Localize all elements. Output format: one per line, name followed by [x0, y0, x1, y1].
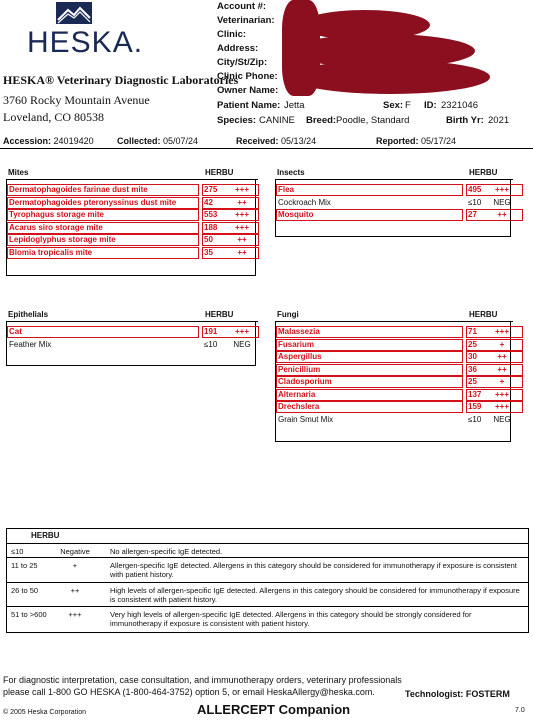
collected-value: 05/07/24	[163, 136, 199, 146]
legend-grade: ++	[70, 586, 80, 595]
highlight-box	[202, 326, 259, 338]
allergen-value: 71	[468, 327, 477, 336]
allergen-value: 495	[468, 185, 482, 194]
highlight-box	[466, 389, 523, 401]
legend-range: 26 to 50	[11, 586, 39, 595]
highlight-box	[466, 351, 523, 363]
collected-label: Collected:	[117, 136, 161, 146]
allergen-value: 35	[204, 247, 213, 257]
highlight-box	[276, 376, 463, 388]
allergen-class: +	[499, 377, 505, 386]
divider	[7, 557, 528, 558]
allergen-row	[7, 247, 255, 260]
allergen-name: Tyrophagus storage mite	[9, 210, 104, 219]
allergen-name: Blomia tropicalis mite	[9, 247, 93, 257]
divider	[275, 321, 513, 322]
highlight-box	[466, 376, 523, 388]
highlight-box	[7, 247, 199, 259]
allergen-row	[276, 364, 510, 377]
highlight-box	[7, 197, 199, 209]
allergen-name: Malassezia	[278, 327, 320, 336]
allergen-value: 50	[204, 235, 213, 244]
panel-title: Insects	[277, 168, 305, 177]
allergen-value: 25	[468, 377, 477, 386]
clinic-label: Clinic:	[217, 29, 247, 40]
birth-year-label: Birth Yr:	[446, 115, 484, 126]
heska-logo-text: HESKA.	[27, 26, 144, 59]
legend-title: HERBU	[31, 531, 60, 540]
allergen-row	[276, 401, 510, 414]
legend-grade: +++	[68, 610, 82, 619]
allergen-class: +++	[234, 210, 249, 219]
legend-text: Allergen-specific IgE detected. Allergens in this category should be considered for immunotherapy if exposure is consistent with patient history.	[110, 561, 517, 579]
allergen-value: 159	[468, 402, 482, 411]
highlight-box	[276, 401, 463, 413]
highlight-box	[202, 184, 259, 196]
divider	[275, 179, 513, 180]
allergen-class: +	[499, 339, 505, 349]
allergen-name: Flea	[278, 185, 295, 194]
panel-title: Fungi	[277, 310, 299, 319]
column-header: HERBU	[469, 168, 498, 177]
legend-range: ≤10	[11, 547, 24, 556]
allergen-value: 275	[204, 185, 218, 194]
divider	[6, 321, 258, 322]
allergen-row	[276, 351, 510, 364]
allergen-name: Fusarium	[278, 339, 315, 349]
panel-fungi	[275, 322, 511, 442]
highlight-box	[466, 209, 523, 221]
allergen-row	[276, 376, 510, 389]
allergen-name: Penicillium	[278, 364, 321, 374]
highlight-box	[466, 326, 523, 338]
allergen-row	[276, 339, 510, 352]
column-header: HERBU	[469, 310, 498, 319]
account-label: Account #:	[217, 1, 267, 12]
highlight-box	[276, 184, 463, 196]
allergen-class: NEG	[493, 197, 511, 207]
divider	[7, 606, 528, 607]
allergen-value: 25	[468, 339, 477, 349]
allergen-class: +++	[234, 327, 249, 336]
highlight-box	[7, 326, 199, 338]
allergen-value: 42	[204, 197, 213, 207]
legend-grade: +	[72, 561, 78, 570]
panel-title: Epithelials	[8, 310, 49, 319]
allergen-row	[7, 209, 255, 222]
highlight-box	[276, 389, 463, 401]
highlight-box	[466, 184, 523, 196]
veterinarian-label: Veterinarian:	[217, 15, 275, 26]
highlight-box	[7, 234, 199, 246]
allergen-name: Aspergillus	[278, 352, 322, 361]
species-value: CANINE	[259, 115, 295, 126]
highlight-box	[202, 247, 259, 259]
allergen-class: ++	[497, 210, 507, 219]
panel-title: Mites	[8, 168, 29, 177]
allergen-class: +++	[494, 389, 509, 399]
footer-line1: For diagnostic interpretation, case consultation, and immunotherapy orders, veterinary professionals	[3, 675, 402, 685]
allergen-value: 36	[468, 364, 477, 374]
highlight-box	[7, 222, 199, 234]
id-label: ID:	[424, 100, 437, 111]
sex-label: Sex:	[383, 100, 404, 111]
highlight-box	[466, 401, 523, 413]
address-label: Address:	[217, 43, 259, 54]
divider	[7, 582, 528, 583]
divider	[0, 148, 533, 149]
allergen-value: 188	[204, 222, 218, 232]
owner-name-label: Owner Name:	[217, 85, 279, 96]
column-header: HERBU	[205, 168, 234, 177]
allergen-class: +++	[494, 185, 509, 194]
lab-street: 3760 Rocky Mountain Avenue	[3, 93, 150, 107]
lab-city: Loveland, CO 80538	[3, 110, 104, 124]
allergen-value: 191	[204, 327, 218, 336]
allergen-class: ++	[497, 364, 507, 374]
highlight-box	[202, 197, 259, 209]
allergen-name: Drechslera	[278, 402, 320, 411]
heska-logo-mark	[56, 2, 92, 24]
allergen-class: +++	[234, 222, 249, 232]
highlight-box	[276, 209, 463, 221]
allergen-name: Lepidoglyphus storage mite	[9, 235, 116, 244]
highlight-box	[466, 339, 523, 351]
legend-box	[6, 528, 529, 633]
legend-range: 51 to >600	[11, 610, 47, 619]
highlight-box	[276, 326, 463, 338]
lab-name: HESKA® Veterinary Diagnostic Laboratories	[3, 73, 239, 87]
product-name: ALLERCEPT Companion	[197, 702, 351, 717]
allergen-row	[276, 389, 510, 402]
panel-epithelials	[6, 322, 256, 366]
reported-label: Reported:	[376, 136, 419, 146]
legend-grade: Negative	[60, 547, 90, 556]
redaction-mark	[290, 60, 490, 94]
allergen-name: Mosquito	[278, 210, 314, 219]
allergen-row	[7, 339, 255, 352]
allergen-class: NEG	[493, 414, 511, 424]
received-label: Received:	[236, 136, 279, 146]
column-header: HERBU	[205, 310, 234, 319]
allergen-class: ++	[497, 352, 507, 361]
accession-label: Accession:	[3, 136, 52, 146]
allergen-row	[276, 209, 510, 222]
highlight-box	[276, 364, 463, 376]
allergen-name: Cockroach Mix	[278, 197, 331, 207]
highlight-box	[466, 364, 523, 376]
accession-value: 24019420	[53, 136, 94, 146]
allergen-name: Acarus siro storage mite	[9, 222, 103, 232]
highlight-box	[202, 234, 259, 246]
allergen-name: Dermatophagoides farinae dust mite	[9, 185, 148, 194]
highlight-box	[7, 184, 199, 196]
divider	[6, 179, 258, 180]
allergen-value: ≤10	[468, 197, 482, 207]
allergen-class: ++	[237, 235, 247, 244]
allergen-row	[7, 222, 255, 235]
patient-name: Jetta	[284, 100, 305, 111]
allergen-name: Feather Mix	[9, 339, 52, 349]
allergen-row	[276, 326, 510, 339]
allergen-value: 137	[468, 389, 482, 399]
legend-text: No allergen-specific IgE detected.	[110, 547, 223, 556]
allergen-row	[7, 234, 255, 247]
allergen-class: +++	[494, 327, 509, 336]
footer-line2: please call 1-800 GO HESKA (1-800-464-3752) option 5, or email HeskaAllergy@heska.com.	[3, 687, 375, 697]
allergen-value: 30	[468, 352, 477, 361]
id-value: 2321046	[441, 100, 478, 111]
allergen-row	[7, 184, 255, 197]
species-label: Species:	[217, 115, 257, 126]
allergen-value: 553	[204, 210, 218, 219]
divider	[7, 543, 528, 544]
highlight-box	[276, 351, 463, 363]
allergen-value: ≤10	[204, 339, 218, 349]
reported-value: 05/17/24	[421, 136, 457, 146]
legend-text: Very high levels of allergen-specific IgE detected. Allergens in this category should be strongly considered for immunotherapy if exposure is consistent with patient history.	[110, 610, 472, 628]
received-value: 05/13/24	[281, 136, 317, 146]
allergen-name: Dermatophagoides pteronyssinus dust mite	[9, 197, 177, 207]
technologist-value: FOSTERM	[465, 689, 510, 699]
allergen-name: Cat	[9, 327, 22, 336]
allergen-class: ++	[237, 197, 247, 207]
allergen-value: ≤10	[468, 414, 482, 424]
allergen-class: +++	[494, 402, 509, 411]
version: 7.0	[515, 707, 525, 714]
copyright: © 2005 Heska Corporation	[3, 709, 86, 716]
highlight-box	[276, 339, 463, 351]
clinic-phone-label: Clinic Phone:	[217, 71, 278, 82]
highlight-box	[202, 222, 259, 234]
patient-name-label: Patient Name:	[217, 100, 281, 111]
panel-insects	[275, 180, 511, 237]
breed-value: Poodle, Standard	[336, 115, 410, 126]
allergen-class: +++	[234, 185, 249, 194]
allergen-row	[7, 326, 255, 339]
highlight-box	[7, 209, 199, 221]
allergen-row	[276, 414, 510, 427]
sex-value: F	[405, 100, 411, 111]
city-label: City/St/Zip:	[217, 57, 268, 68]
technologist-label: Technologist:	[405, 689, 464, 699]
allergen-row	[7, 197, 255, 210]
allergen-value: 27	[468, 210, 477, 219]
allergen-name: Grain Smut Mix	[278, 414, 334, 424]
panel-mites	[6, 180, 256, 276]
allergen-name: Cladosporium	[278, 377, 332, 386]
legend-text: High levels of allergen-specific IgE detected. Allergens in this category should be considered for immunotherapy if exposure is consistent with patient history.	[110, 586, 520, 604]
allergen-class: ++	[237, 247, 247, 257]
breed-label: Breed:	[306, 115, 337, 126]
birth-year-value: 2021	[488, 115, 510, 126]
allergen-class: NEG	[233, 339, 251, 349]
allergen-row	[276, 197, 510, 210]
allergen-row	[276, 184, 510, 197]
highlight-box	[202, 209, 259, 221]
allergen-name: Alternaria	[278, 389, 316, 399]
legend-range: 11 to 25	[11, 561, 38, 570]
